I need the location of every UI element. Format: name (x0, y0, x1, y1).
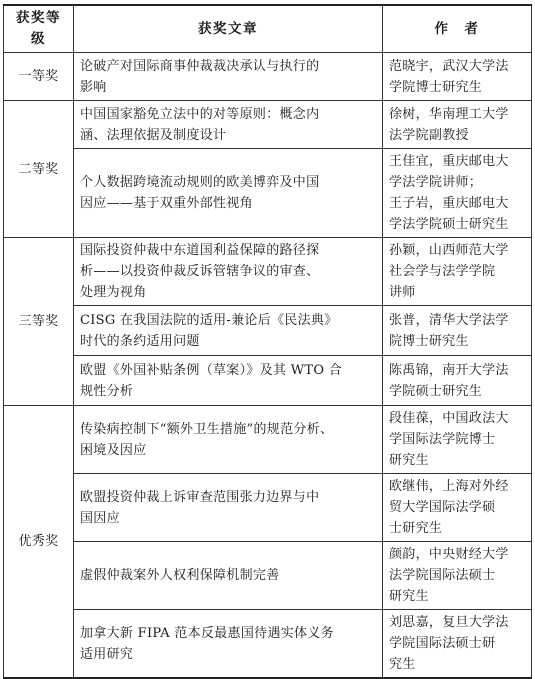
table-row (4, 101, 532, 149)
article-title: 中国国家豁免立法中的对等原则：概念内 涵、法理依据及制度设计 (74, 101, 383, 149)
award-table (3, 4, 532, 679)
article-title: 论破产对国际商事仲裁裁决承认与执行的 影响 (74, 53, 383, 101)
article-title: 欧盟《外国补贴条例（草案）》及其 WTO 合 规性分析 (74, 356, 383, 406)
table-row (4, 306, 532, 356)
header-author: 作 者 (383, 5, 532, 53)
level-first: 一等奖 (4, 53, 74, 101)
article-author: 张普，清华大学法学 院博士研究生 (383, 306, 532, 356)
article-title: 传染病控制下“额外卫生措施”的规范分析、 困境及因应 (74, 406, 383, 474)
article-author: 徐树，华南理工大学 法学院副教授 (383, 101, 532, 149)
article-author: 范晓宇，武汉大学法 学院博士研究生 (383, 53, 532, 101)
table-row (4, 406, 532, 474)
article-title: CISG 在我国法院的适用-兼论后《民法典》 时代的条约适用问题 (74, 306, 383, 356)
article-author: 孙颖，山西师范大学 社会学与法学学院 讲师 (383, 238, 532, 306)
article-title: 国际投资仲裁中东道国利益保障的路径探 析——以投资仲裁反诉管辖争议的审查、 处理为视角 (74, 238, 383, 306)
table-row (4, 53, 532, 101)
level-third: 三等奖 (4, 238, 74, 406)
header-row (4, 5, 532, 53)
article-title: 加拿大新 FIPA 范本反最惠国待遇实体义务 适用研究 (74, 610, 383, 679)
article-title: 虚假仲裁案外人权利保障机制完善 (74, 542, 383, 610)
level-second: 二等奖 (4, 101, 74, 238)
article-author: 陈禹锦，南开大学法 学院硕士研究生 (383, 356, 532, 406)
level-excellent: 优秀奖 (4, 406, 74, 679)
article-author: 段佳葆，中国政法大 学国际法学院博士 研究生 (383, 406, 532, 474)
table-row (4, 356, 532, 406)
header-title: 获奖文章 (74, 5, 383, 53)
table-row (4, 149, 532, 238)
article-title: 欧盟投资仲裁上诉审查范围张力边界与中 国因应 (74, 474, 383, 542)
article-author: 刘思嘉，复旦大学法 学院国际法硕士研 究生 (383, 610, 532, 679)
table-row (4, 238, 532, 306)
header-level: 获奖等级 (4, 5, 74, 53)
article-author: 王佳宜，重庆邮电大 学法学院讲师； 王子岩，重庆邮电大 学法学院硕士研究生 (383, 149, 532, 238)
table-row (4, 542, 532, 610)
table-row (4, 610, 532, 679)
article-title: 个人数据跨境流动规则的欧美博弈及中国 因应——基于双重外部性视角 (74, 149, 383, 238)
table-row (4, 474, 532, 542)
article-author: 颜韵，中央财经大学 法学院国际法硕士 研究生 (383, 542, 532, 610)
article-author: 欧继伟，上海对外经 贸大学国际法学硕 士研究生 (383, 474, 532, 542)
